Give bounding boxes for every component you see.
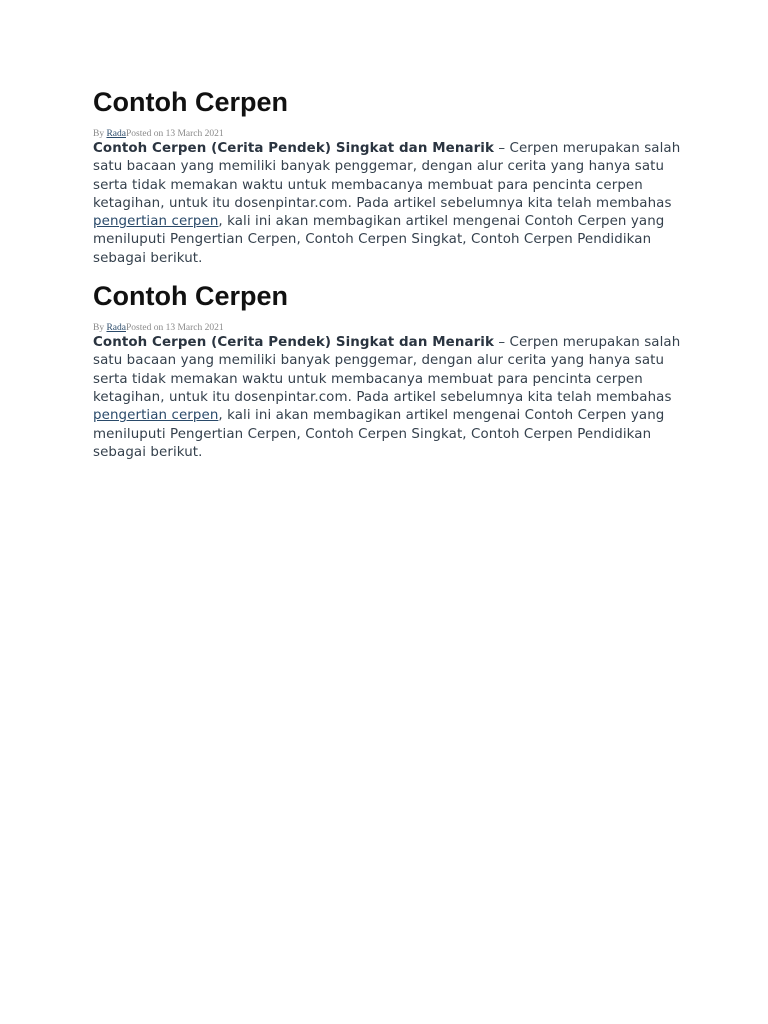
meta-posted-date: Posted on 13 March 2021 [126,129,224,139]
body-text-before-link: – Cerpen merupakan salah satu bacaan yang memiliki banyak penggemar, dengan alur cerita yang hanya satu serta tidak memakan waktu untuk membacanya membuat para pencinta cerpen ketagihan, untuk itu dosenpintar.com. Pada artikel sebelumnya kita telah membahas [93,141,681,211]
lead-bold-text: Contoh Cerpen (Cerita Pendek) Singkat dan Menarik [93,335,494,351]
post-title: Contoh Cerpen [93,281,288,312]
post-meta [93,128,693,140]
author-link[interactable]: Rada [106,129,126,139]
post-1 [93,86,693,268]
body-text-after-link: , kali ini akan membagikan artikel mengenai Contoh Cerpen yang meniluputi Pengertian Cerpen, Contoh Cerpen Singkat, Contoh Cerpen Pendidikan sebagai berikut. [93,408,665,460]
meta-by: By [93,323,107,334]
lead-bold-text: Contoh Cerpen (Cerita Pendek) Singkat dan Menarik [93,141,494,156]
author-link[interactable]: Rada [106,323,126,334]
post-title: Contoh Cerpen [93,87,288,117]
post-body [93,140,693,268]
meta-posted-date: Posted on 13 March 2021 [126,323,224,334]
post-meta [93,322,693,334]
post-body [93,334,693,462]
body-text-before-link: – Cerpen merupakan salah satu bacaan yang memiliki banyak penggemar, dengan alur cerita yang hanya satu serta tidak memakan waktu untuk membacanya membuat para pencinta cerpen ketagihan, untuk itu dosenpintar.com. Pada artikel sebelumnya kita telah membahas [93,335,681,405]
pengertian-cerpen-link[interactable]: pengertian cerpen [93,408,219,424]
pengertian-cerpen-link[interactable]: pengertian cerpen [93,214,219,230]
meta-by: By [93,129,107,139]
document-page [93,86,693,474]
body-text-after-link: , kali ini akan membagikan artikel mengenai Contoh Cerpen yang meniluputi Pengertian Cerpen, Contoh Cerpen Singkat, Contoh Cerpen Pendidikan sebagai berikut. [93,214,665,266]
post-2 [93,280,693,462]
